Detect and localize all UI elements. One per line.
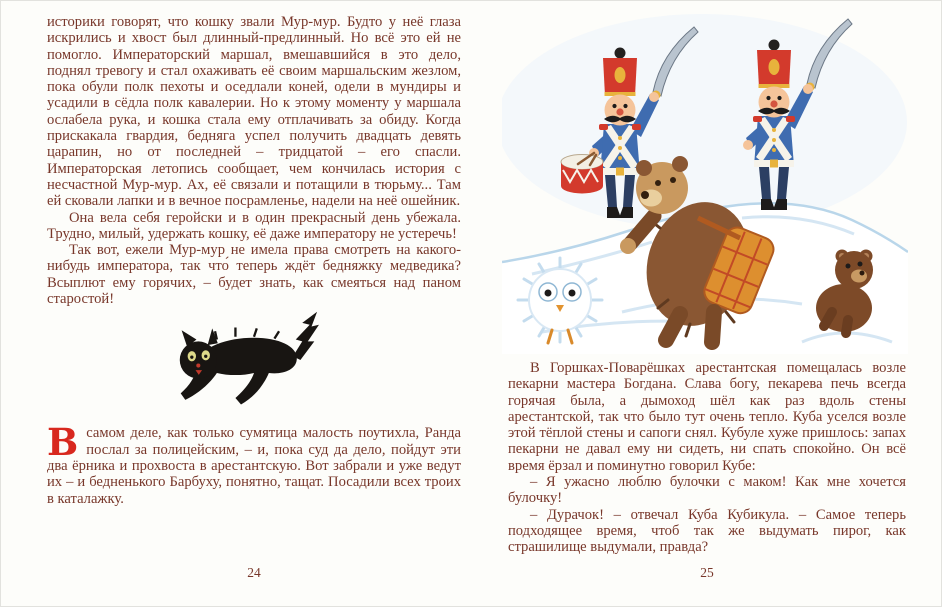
paragraph-left-1: историки говорят, что кошку звали Мур-мур. Будто у неё глаза искрились и хвост был длинный-предлинный. Но всё это ей не помогло. Императорский маршал, вмешавшийся в это дело, поднял тревогу и стал охаживать её своим маршальским жезлом, пока обули полк пехоты и оседлали коней, одели в мундиры и усадили в сёдла полк кавалерии. Но к этому моменту у маршала ослабела рука, и кошка стала ему отплачивать за обиду. Когда прискакала гвардия, бедняга успел получить двадцать девять царапин, но от последней – тридцатой – его спасли. Императорская летопись сообщает, чем кончилась история с несчастной Мур-мур. Ах, её связали и потащили в тюрьму... Там ей сковали лапки и в вечное посрамленье, надели на неё ошейник. <box>47 14 461 210</box>
soldiers-bear-snow-icon <box>502 12 908 354</box>
black-cat-icon <box>154 308 354 424</box>
page-right-text-column <box>508 360 906 556</box>
page-left-text-column <box>47 14 461 507</box>
page-number-left: 24 <box>247 565 261 580</box>
soldiers-bear-snow-illustration <box>502 12 908 354</box>
paragraph-right-3: – Дурачок! – отвечал Куба Кубикула. – Самое теперь подходящее время, чтоб так же выдумать пирог, как страшилище выдумали, правда? <box>508 506 906 556</box>
black-cat-illustration <box>47 307 461 425</box>
paragraph-left-3: Так вот, ежели Мур-мур не имела права смотреть на какого-нибудь императора, так что́ теперь ждёт бедняжку медведика? Всыплют ему горячих, – будет знать, как смеяться над паном старостой! <box>47 242 461 308</box>
paragraph-left-4-text: самом деле, как только сумятица малость поутихла, Ранда послал за полицейским, – и, пока суд да дело, пойдут эти два ёрника и прохвоста в арестантскую. Вот забрали и уже ведут их – и бедненького Барбуху, понятно, тащат. Посадили всех троих в каталажку. <box>47 425 461 507</box>
drop-cap-initial: В <box>47 420 79 465</box>
paragraph-left-4 <box>47 420 461 507</box>
paragraph-right-1: В Горшках-Поварёшках арестантская помещалась возле пекарни мастера Богдана. Слава богу, пекарева печь всегда горячая была, а дымоход шёл как раз вдоль стены арестантской, так что было тут очень тепло. Куба уселся возле этой тёплой стены и сапоги снял. Кубуле хуже пришлось: запах пекарни не давал ему ни сидеть, ни спать спокойно. Он всё время ёрзал и поминутно говорил Кубе: <box>508 360 906 474</box>
page-number-right: 25 <box>700 565 714 580</box>
paragraph-left-2: Она вела себя геройски и в один прекрасный день убежала. Трудно, милый, удержать кошку, её даже императору не устеречь! <box>47 209 461 242</box>
paragraph-right-2: – Я ужасно люблю булочки с маком! Как мне хочется булочку! <box>508 474 906 507</box>
